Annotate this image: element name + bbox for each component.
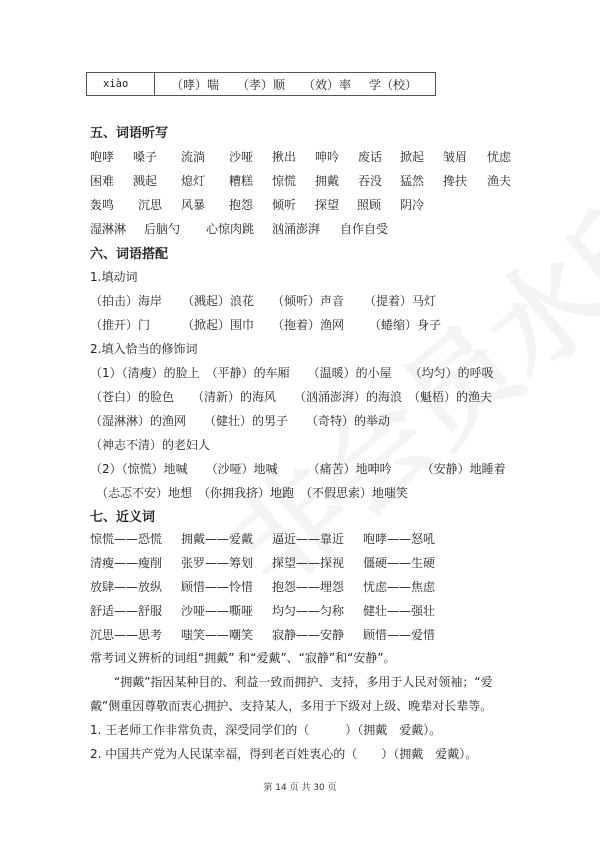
explanation-line: “拥戴”指因某种目的、利益一致而拥护、支持，多用于人民对领袖；“爱 xyxy=(90,675,493,689)
modifier-line: （1）（清瘦）的脸上 （平静）的车厢 （温暖）的小屋 （均匀）的呼吸 xyxy=(90,366,494,380)
modifier-line: （神志不清）的老妇人 xyxy=(90,438,211,452)
synonym-row: 惊慌——恐慌 拥戴——爱戴 逼近——靠近 咆哮——怒吼 xyxy=(90,532,436,546)
synonym-row: 舒适——舒服 沙哑——嘶哑 均匀——匀称 健壮——强壮 xyxy=(90,604,436,618)
verb-row: （推开）门 （掀起）围巾 （拖着）渔网 （蜷缩）身子 xyxy=(90,318,442,332)
explanation-line: 戴”侧重因尊敬而衷心拥护、支持某人，多用于下级对上级、晚辈对长辈等。 xyxy=(90,699,493,713)
verb-row: （拍击）海岸 （溅起）浪花 （倾听）声音 （提着）马灯 xyxy=(90,294,437,308)
note-text: 常考词义辨析的词组“拥戴” 和“爱戴”、“寂静”和“安静”。 xyxy=(90,651,396,665)
pinyin-table xyxy=(86,72,436,96)
modifier-line: （忐忑不安）地想 （你拥我挤）地跑 （不假思索）地嗤笑 xyxy=(90,486,409,500)
modifier-line: （2）（惊慌）地喊 （沙哑）地喊 （痛苦）地呻吟 （安静）地睡着 xyxy=(90,462,506,476)
section6-title: 六、词语搭配 xyxy=(90,247,169,262)
pinyin-cell: xiào xyxy=(87,73,155,95)
modifier-line: （湿淋淋）的渔网 （健壮）的男子 （奇特）的举动 xyxy=(90,414,391,428)
synonym-row: 放肆——放纵 顾惜——怜惜 抱怨——埋怨 忧虑——焦虑 xyxy=(90,580,436,594)
sub-heading: 1.填动词 xyxy=(90,270,138,284)
word: （孝）顺 xyxy=(236,77,285,92)
dictation-row: 湿淋淋 后脑勺 心惊肉跳 汹涌澎湃 自作自受 xyxy=(90,222,389,236)
question-2: 2. 中国共产党为人民谋幸福，得到老百姓衷心的（ ）（拥戴 爱戴）。 xyxy=(90,747,478,761)
word: （效）率 xyxy=(302,77,351,92)
dictation-row: 咆哮 嗓子 流淌 沙哑 揪出 呻吟 废话 掀起 皱眉 忧虑 xyxy=(90,150,512,164)
section7-title: 七、近义词 xyxy=(90,510,156,525)
dictation-row: 困难 溅起 熄灯 糟糕 惊慌 拥戴 吞没 猛然 搀扶 渔夫 xyxy=(90,174,512,188)
word: 学（校） xyxy=(368,77,417,92)
synonym-row: 清瘦——瘦削 张罗——筹划 探望——探视 僵硬——生硬 xyxy=(90,556,436,570)
modifier-line: （苍白）的脸色 （清新）的海风 （汹涌澎湃）的海浪 （魁梧）的渔夫 xyxy=(90,390,493,404)
word: （哮）喘 xyxy=(170,77,219,92)
question-1: 1. 王老师工作非常负责，深受同学们的（ ）（拥戴 爱戴）。 xyxy=(90,723,442,737)
synonym-row: 沉思——思考 嗤笑——嘲笑 寂静——安静 顾惜——爱惜 xyxy=(90,628,436,642)
section5-title: 五、词语听写 xyxy=(90,126,169,141)
page-footer: 第 14 页 共 30 页 xyxy=(263,783,337,793)
words-cell xyxy=(155,73,435,95)
dictation-row: 轰鸣 沉思 风暴 抱怨 倾听 探望 照顾 阴冷 xyxy=(90,198,425,212)
sub-heading: 2.填入恰当的修饰词 xyxy=(90,342,198,356)
